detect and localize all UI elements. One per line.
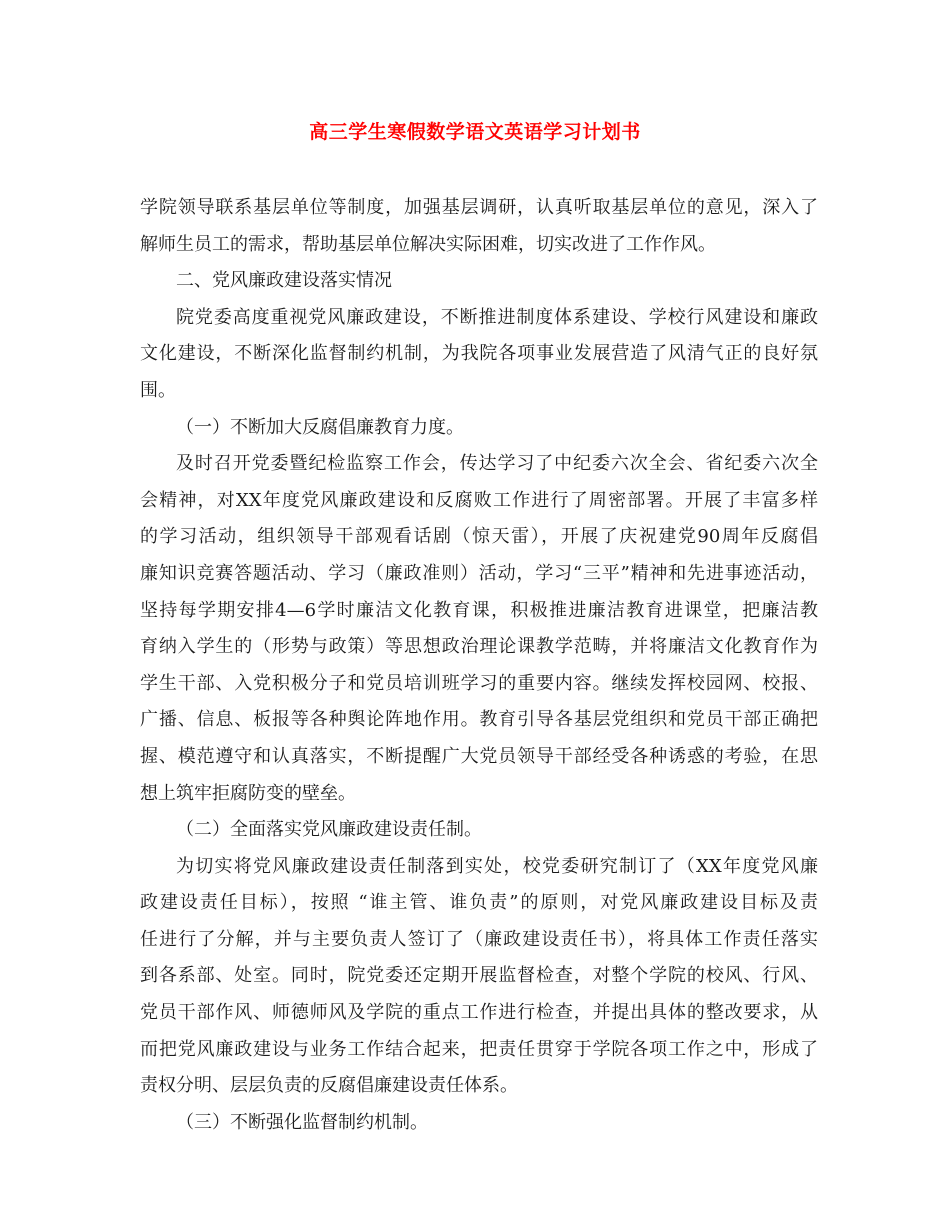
paragraph-line: 围。 (140, 379, 176, 401)
paragraph-line: 的学习活动，组织领导干部观看话剧（惊天雷），开展了庆祝建党90周年反腐倡 (140, 526, 818, 548)
section-heading: 二、党风廉政建设落实情况 (176, 270, 392, 292)
paragraph-line: 想上筑牢拒腐防变的壁垒。 (140, 782, 356, 804)
paragraph-line: 到各系部、处室。同时，院党委还定期开展监督检查，对整个学院的校风、行风、 (140, 965, 818, 987)
paragraph-line: 握、模范遵守和认真落实，不断提醒广大党员领导干部经受各种诱惑的考验，在思 (140, 745, 818, 767)
paragraph-line: 而把党风廉政建设与业务工作结合起来，把责任贯穿于学院各项工作之中，形成了 (140, 1038, 818, 1060)
document-body (140, 190, 818, 1141)
paragraph-line: 为切实将党风廉政建设责任制落到实处，校党委研究制订了（XX年度党风廉 (176, 855, 818, 877)
paragraph-line: 及时召开党委暨纪检监察工作会，传达学习了中纪委六次全会、省纪委六次全 (176, 453, 818, 475)
paragraph-line: 育纳入学生的（形势与政策）等思想政治理论课教学范畴，并将廉洁文化教育作为 (140, 636, 818, 658)
document-title: 高三学生寒假数学语文英语学习计划书 (309, 121, 641, 143)
paragraph-line: 廉知识竞赛答题活动、学习（廉政准则）活动，学习“三平”精神和先进事迹活动， (140, 562, 818, 584)
paragraph-line: 坚持每学期安排4—6学时廉洁文化教育课，积极推进廉洁教育进课堂，把廉洁教 (140, 599, 818, 621)
paragraph-line: 党员干部作风、师德师风及学院的重点工作进行检查，并提出具体的整改要求，从 (140, 1002, 818, 1024)
paragraph-line: 政建设责任目标），按照 “谁主管、谁负责”的原则，对党风廉政建设目标及责 (140, 892, 818, 914)
subsection-heading: （二）全面落实党风廉政建设责任制。 (176, 819, 482, 841)
subsection-heading: （一）不断加大反腐倡廉教育力度。 (176, 416, 464, 438)
paragraph-line: 任进行了分解，并与主要负责人签订了（廉政建设责任书），将具体工作责任落实 (140, 928, 818, 950)
paragraph-line: 广播、信息、板报等各种舆论阵地作用。教育引导各基层党组织和党员干部正确把 (140, 709, 818, 731)
paragraph-line: 解师生员工的需求，帮助基层单位解决实际困难，切实改进了工作作风。 (140, 233, 716, 255)
paragraph-line: 责权分明、层层负责的反腐倡廉建设责任体系。 (140, 1075, 518, 1097)
paragraph-line: 会精神，对XX年度党风廉政建设和反腐败工作进行了周密部署。开展了丰富多样 (140, 489, 818, 511)
subsection-heading: （三）不断强化监督制约机制。 (176, 1111, 428, 1133)
paragraph-line: 学生干部、入党积极分子和党员培训班学习的重要内容。继续发挥校园网、校报、 (140, 672, 818, 694)
paragraph-line: 学院领导联系基层单位等制度，加强基层调研，认真听取基层单位的意见，深入了 (140, 197, 818, 218)
paragraph-line: 文化建设，不断深化监督制约机制，为我院各项事业发展营造了风清气正的良好氛 (140, 343, 818, 365)
paragraph-line: 院党委高度重视党风廉政建设，不断推进制度体系建设、学校行风建设和廉政 (176, 306, 818, 328)
